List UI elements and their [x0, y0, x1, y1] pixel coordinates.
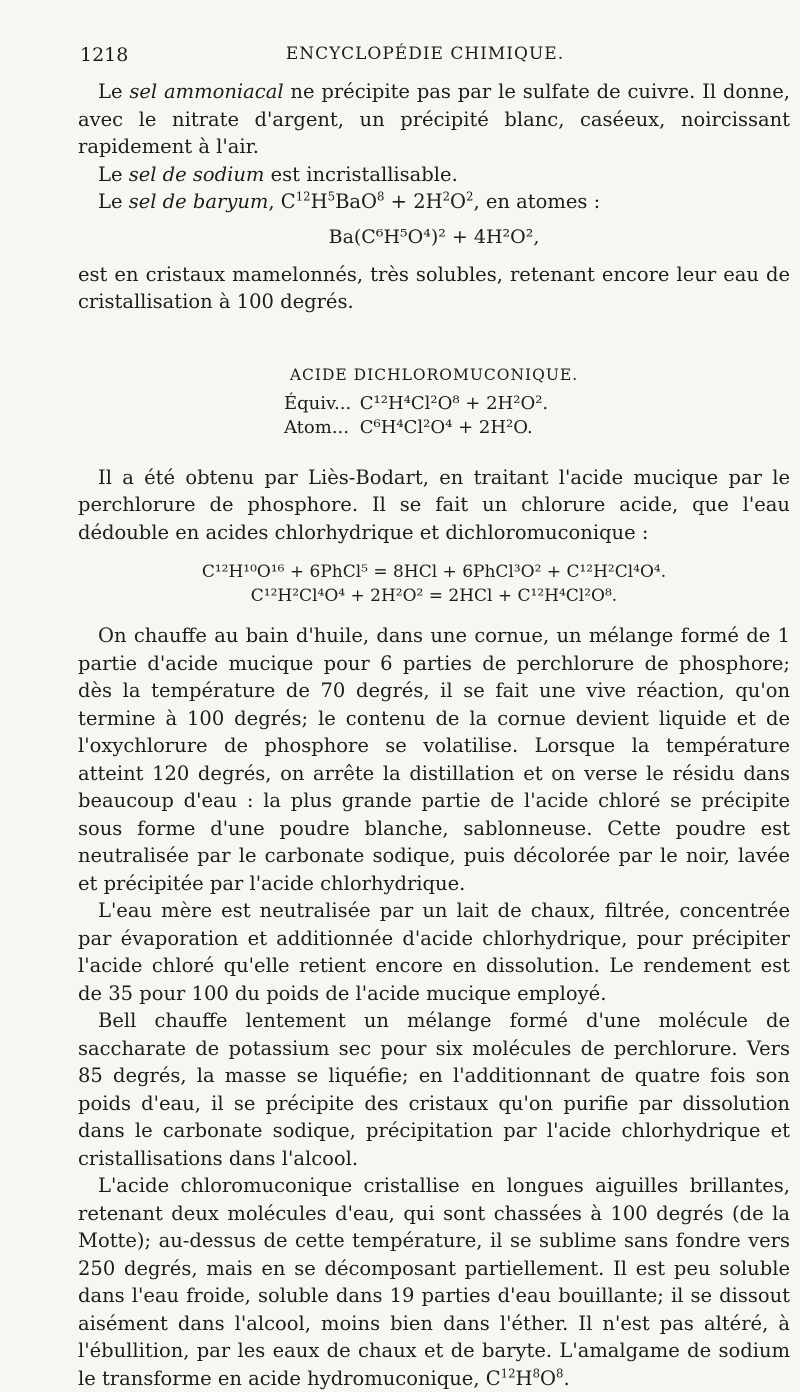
atom-label: Atom...: [284, 416, 349, 438]
equiv-formula: C¹²H⁴Cl²O⁸ + 2H²O².: [359, 392, 549, 414]
term-ammonium-salt: sel ammoniacal: [129, 80, 284, 103]
paragraph-barium-crystals: est en cristaux mamelonnés, très solubles, retenant encore leur eau de cristallisation à 100 degrés.: [78, 262, 790, 313]
equations: [78, 560, 790, 608]
paragraph-ammonium-salt: Le sel ammoniacal ne précipite pas par le sulfate de cuivre. Il donne, avec le nitrate d'argent, un précipité blanc, caséeux, noircissant rapidement à l'air.: [78, 80, 790, 158]
paragraph-sodium-salt: Le sel de sodium est incristallisable.: [98, 162, 458, 186]
paragraph-procedure: On chauffe au bain d'huile, dans une cornue, un mélange formé de 1 partie d'acide mucique pour 6 parties de perchlorure de phosphore; dès la température de 70 degrés, il se fait une vive réaction, qu'on termine à 100 degrés; le contenu de la cornue devient liquide et de l'oxychlorure de phosphore se volatilise. Lorsque la température atteint 120 degrés, on arrête la distillation et on verse le résidu dans beaucoup d'eau : la plus grande partie de l'acide chloré se précipite sous forme d'une poudre blanche, sablonneuse. Cette poudre est neutralisée par le carbonate sodique, puis décolorée par le noir, lavée et précipitée par l'acide chlorhydrique.: [78, 624, 790, 895]
running-head: ENCYCLOPÉDIE CHIMIQUE.: [285, 44, 565, 64]
paragraph-bell-method: Bell chauffe lentement un mélange formé d'une molécule de saccharate de potassium sec pour six molécules de perchlorure. Vers 85 degrés, la masse se liquéfie; en l'additionnant de quatre fois son poids d'eau, il se précipite des cristaux qu'on purifie par dissolution dans le carbonate sodique, précipitation par l'acide chlorhydrique et cristallisations dans l'alcool.: [78, 1009, 790, 1170]
equiv-line: [284, 392, 584, 416]
page-header: [80, 44, 770, 70]
paragraph-preparation: Il a été obtenu par Liès-Bodart, en traitant l'acide mucique par le perchlorure de phosphore. Il se fait un chlorure acide, que l'eau dédouble en acides chlorhydrique et dichloromuconique :: [78, 465, 790, 544]
formula-block: [284, 392, 584, 440]
page-number: 1218: [80, 44, 129, 66]
equation-1: C¹²H¹⁰O¹⁶ + 6PhCl⁵ = 8HCl + 6PhCl³O² + C¹²H²Cl⁴O⁴.: [201, 562, 667, 582]
atom-line: [284, 416, 584, 440]
paragraph-barium-salt: Le sel de baryum, $C^{12}H^5BaO^8 + 2H^2O^2$, en atomes :: [98, 189, 601, 213]
section-title: ACIDE DICHLOROMUCONIQUE.: [289, 365, 579, 384]
page-content: [78, 78, 790, 1392]
term-sodium-salt: sel de sodium: [128, 162, 265, 186]
paragraph-properties: L'acide chloromuconique cristallise en longues aiguilles brillantes, retenant deux molécules d'eau, qui sont chassées à 100 degrés (de la Motte); au-dessus de cette température, il se sublime sans fondre vers 250 degrés, mais en se décomposant partiellement. Il est peu soluble dans l'eau froide, soluble dans 19 parties d'eau bouillante; il se dissout aisément dans l'alcool, moins bien dans l'éther. Il n'est pas altéré, à l'ébullition, par les eaux de chaux et de baryte. L'amalgame de sodium le transforme en acide hydromuconique, $C^{12}H^8O^8$.: [78, 1174, 790, 1390]
formula-barium-atoms: Ba(C⁶H⁵O⁴)² + 4H²O²,: [328, 225, 540, 248]
atom-formula: C⁶H⁴Cl²O⁴ + 2H²O.: [359, 416, 533, 438]
equiv-label: Équiv...: [284, 392, 352, 414]
paragraph-mother-liquor: L'eau mère est neutralisée par un lait de chaux, filtrée, concentrée par évaporation et additionnée d'acide chlorhydrique, pour précipiter l'acide chloré qu'elle retient encore en dissolution. Le rendement est de 35 pour 100 du poids de l'acide mucique employé.: [78, 899, 790, 1005]
equation-2: C¹²H²Cl⁴O⁴ + 2H²O² = 2HCl + C¹²H⁴Cl²O⁸.: [250, 586, 618, 606]
term-barium-salt: sel de baryum: [128, 190, 269, 213]
